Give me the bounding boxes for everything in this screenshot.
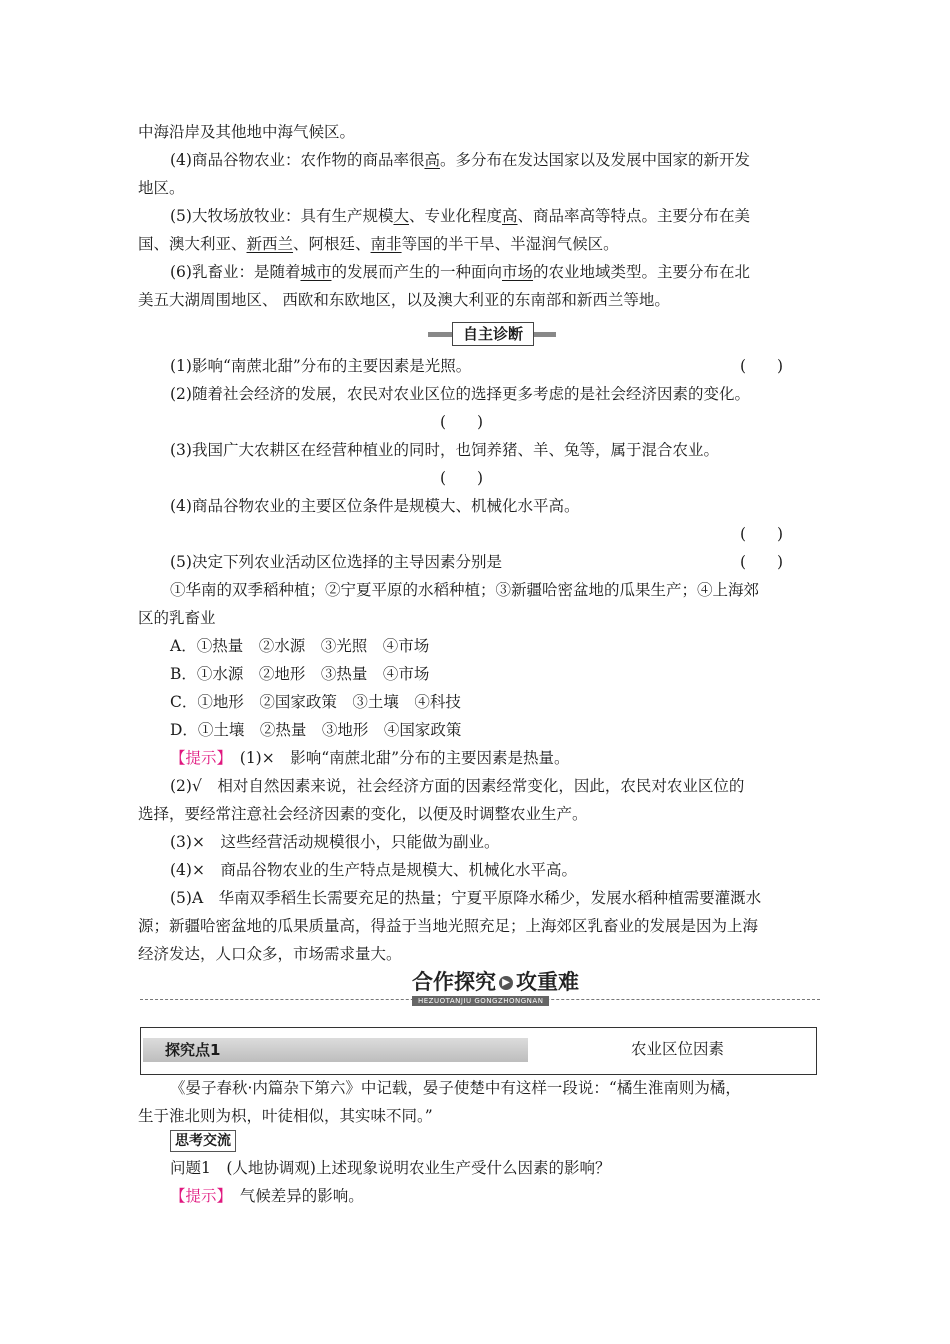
text: 。多分布在发达国家以及发展中国家的新开发 bbox=[439, 151, 750, 169]
text: 、商品率高等特点。主要分布在美 bbox=[517, 207, 751, 225]
text: 的发展而产生的一种面向 bbox=[331, 263, 502, 281]
answer-bracket[interactable]: ( ) bbox=[740, 553, 784, 571]
section-title-right: 攻重难 bbox=[516, 970, 579, 994]
underlined-answer: 市场 bbox=[502, 263, 534, 281]
explore-label: 探究点1 bbox=[165, 1041, 221, 1059]
dairy-line-2: 美五大湖周围地区、 西欧和东欧地区，以及澳大利亚的东南部和新西兰等地。 bbox=[138, 291, 670, 309]
answer-4: (4)× 商品谷物农业的生产特点是规模大、机械化水平高。 bbox=[170, 861, 577, 879]
text: 的农业地域类型。主要分布在北 bbox=[533, 263, 751, 281]
text: 、阿根廷、 bbox=[293, 235, 371, 253]
option-b[interactable]: B．①水源 ②地形 ③热量 ④市场 bbox=[170, 665, 430, 683]
question-3: (3)我国广大农耕区在经营种植业的同时，也饲养猪、羊、兔等，属于混合农业。 bbox=[170, 441, 719, 459]
text: 气候差异的影响。 bbox=[224, 1187, 364, 1205]
explore-point-box bbox=[140, 1027, 817, 1075]
question-4: (4)商品谷物农业的主要区位条件是规模大、机械化水平高。 bbox=[170, 497, 580, 515]
question-5: (5)决定下列农业活动区位选择的主导因素分别是 bbox=[170, 553, 502, 571]
grain-farming-line bbox=[170, 150, 850, 170]
text: (5)大牧场放牧业：具有生产规模 bbox=[170, 207, 394, 225]
grain-farming-line-2: 地区。 bbox=[138, 179, 185, 197]
answer-5-cont-2: 经济发达，人口众多，市场需求量大。 bbox=[138, 945, 402, 963]
self-diagnosis-banner bbox=[428, 322, 556, 346]
answer-5-cont: 源；新疆哈密盆地的瓜果质量高，得益于当地光照充足；上海郊区乳畜业的发展是因为上海 bbox=[138, 917, 759, 935]
answer-2-cont: 选择，要经常注意社会经济因素的变化，以便及时调整农业生产。 bbox=[138, 805, 588, 823]
text: (6)乳畜业：是随着 bbox=[170, 263, 301, 281]
answer-bracket[interactable]: ( ) bbox=[440, 413, 484, 431]
text: (4)商品谷物农业：农作物的商品率很 bbox=[170, 151, 425, 169]
text: 等国的半干旱、半湿润气候区。 bbox=[401, 235, 619, 253]
text: 、专业化程度 bbox=[408, 207, 502, 225]
banner-title: 自主诊断 bbox=[452, 322, 534, 346]
passage-line-1: 《晏子春秋·内篇杂下第六》中记载，晏子使楚中有这样一段说：“橘生淮南则为橘， bbox=[170, 1079, 741, 1097]
answer-2: (2)√ 相对自然因素来说，社会经济方面的因素经常变化，因此，农民对农业区位的 bbox=[170, 777, 745, 795]
underlined-answer: 城市 bbox=[300, 263, 332, 281]
question-5-stem: ①华南的双季稻种植；②宁夏平原的水稻种植；③新疆哈密盆地的瓜果生产；④上海郊 bbox=[170, 581, 760, 599]
underlined-answer: 高 bbox=[424, 151, 440, 169]
think-exchange-label: 思考交流 bbox=[170, 1130, 236, 1152]
intro-line: 中海沿岸及其他地中海气候区。 bbox=[138, 123, 356, 141]
tip-label: 【提示】 bbox=[170, 1187, 225, 1205]
question-1: (1)影响“南蔗北甜”分布的主要因素是光照。 bbox=[170, 357, 472, 375]
think-question: 问题1 (人地协调观)上述现象说明农业生产受什么因素的影响？ bbox=[170, 1159, 611, 1177]
text: 国、澳大利亚、 bbox=[138, 235, 247, 253]
think-answer bbox=[170, 1186, 850, 1206]
option-a[interactable]: A．①热量 ②水源 ③光照 ④市场 bbox=[170, 637, 430, 655]
answer-bracket[interactable]: ( ) bbox=[740, 357, 784, 375]
arrow-icon: ▶ bbox=[499, 976, 513, 990]
tip-label: 【提示】 bbox=[170, 749, 225, 767]
explore-topic: 农业区位因素 bbox=[631, 1040, 725, 1058]
answer-bracket[interactable]: ( ) bbox=[740, 525, 784, 543]
answer-3: (3)× 这些经营活动规模很小，只能做为副业。 bbox=[170, 833, 500, 851]
ranching-line-2 bbox=[138, 234, 818, 254]
section-title-left: 合作探究 bbox=[412, 970, 496, 994]
section-pinyin: HEZUOTANJIU GONGZHONGNAN bbox=[412, 996, 549, 1006]
answer-bracket[interactable]: ( ) bbox=[440, 469, 484, 487]
underlined-answer: 高 bbox=[502, 207, 518, 225]
underlined-answer: 南非 bbox=[370, 235, 402, 253]
ranching-line bbox=[170, 206, 850, 226]
option-c[interactable]: C．①地形 ②国家政策 ③土壤 ④科技 bbox=[170, 693, 461, 711]
answer-1 bbox=[170, 748, 850, 768]
underlined-answer: 大 bbox=[393, 207, 409, 225]
answer-5: (5)A 华南双季稻生长需要充足的热量；宁夏平原降水稀少，发展水稻种植需要灌溉水 bbox=[170, 889, 762, 907]
underlined-answer: 新西兰 bbox=[246, 235, 294, 253]
passage-line-2: 生于淮北则为枳，叶徒相似，其实味不同。” bbox=[138, 1107, 433, 1125]
question-5-stem-2: 区的乳畜业 bbox=[138, 609, 216, 627]
text: (1)× 影响“南蔗北甜”分布的主要因素是热量。 bbox=[224, 749, 570, 767]
option-d[interactable]: D．①土壤 ②热量 ③地形 ④国家政策 bbox=[170, 721, 462, 739]
section-title bbox=[412, 968, 579, 996]
explore-tab bbox=[143, 1038, 528, 1062]
section-header bbox=[140, 968, 820, 1008]
dairy-line bbox=[170, 262, 850, 282]
question-2: (2)随着社会经济的发展，农民对农业区位的选择更多考虑的是社会经济因素的变化。 bbox=[170, 385, 750, 403]
